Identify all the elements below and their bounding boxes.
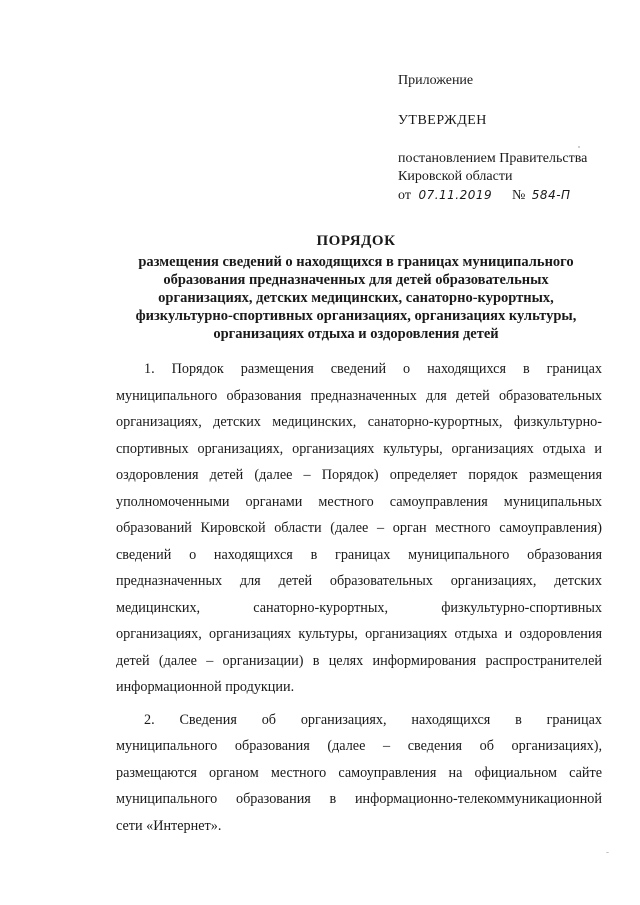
decree-line-2: Кировской области [398, 169, 513, 184]
date-prefix: от [398, 188, 411, 203]
paragraph-1 [116, 356, 602, 701]
text-line: муниципального образования (далее – сведения об организациях), [116, 738, 602, 754]
document-body [116, 356, 602, 839]
handwritten-number: 584-П [531, 188, 571, 202]
text-line: организациях, детских медицинских, санаторно-курортных, физкультурно- [116, 414, 602, 430]
scan-speck [578, 146, 580, 148]
paragraph-2 [116, 707, 602, 840]
title-main: ПОРЯДОК [316, 233, 396, 249]
text-line: организациях, организациях культуры, организациях отдыха и оздоровления [116, 626, 602, 642]
scan-speck [606, 852, 609, 853]
text-line: сети «Интернет». [116, 817, 222, 834]
title-line: организациях, детских медицинских, санаторно-курортных, [158, 290, 554, 306]
approval-block [398, 72, 628, 205]
text-line: уполномоченными органами местного самоуправления муниципальных [116, 493, 602, 510]
number-label: № [511, 188, 526, 203]
text-line: сведений о находящихся в границах муниципального образования [116, 546, 602, 563]
text-line: медицинских, санаторно-курортных, физкультурно-спортивных [116, 599, 602, 616]
text-line: предназначенных для детей образовательных организациях, детских [116, 573, 602, 589]
decree-line-1: постановлением Правительства [398, 151, 588, 166]
text-line: спортивных организациях, организациях культуры, организациях отдыха и [116, 440, 602, 457]
approved-label: УТВЕРЖДЕН [398, 113, 487, 128]
document-title [100, 232, 612, 343]
handwritten-date: 07.11.2019 [418, 188, 493, 202]
text-line: детей (далее – организации) в целях информирования распространителей [116, 652, 602, 669]
text-line: образований Кировской области (далее – орган местного самоуправления) [116, 520, 602, 536]
title-line: физкультурно-спортивных организациях, организациях культуры, [135, 308, 577, 324]
text-line: муниципального образования предназначенных для детей образовательных [116, 387, 602, 404]
text-line: 1. Порядок размещения сведений о находящихся в границах [144, 361, 602, 377]
text-line: 2. Сведения об организациях, находящихся в границах [144, 711, 602, 728]
text-line: оздоровления детей (далее – Порядок) определяет порядок размещения [116, 467, 602, 483]
text-line: размещаются органом местного самоуправления на официальном сайте [116, 764, 602, 781]
text-line: информационной продукции. [116, 679, 295, 695]
decree-date-line [398, 186, 628, 205]
text-line: муниципального образования в информационно-телекоммуникационной [116, 791, 602, 807]
title-line: образования предназначенных для детей образовательных [163, 272, 549, 288]
appendix-label: Приложение [398, 73, 474, 88]
title-line: организациях отдыха и оздоровления детей [213, 326, 499, 342]
title-line: размещения сведений о находящихся в границах муниципального [138, 254, 574, 270]
